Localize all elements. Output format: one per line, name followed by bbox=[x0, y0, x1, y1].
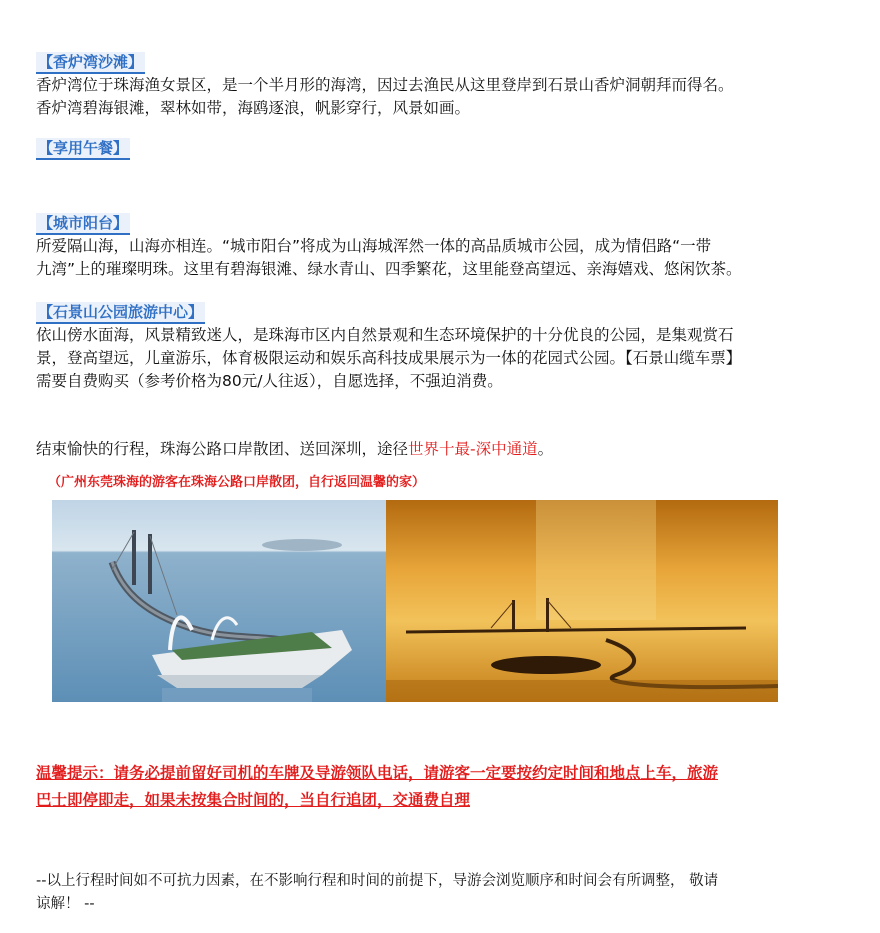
bridge-sunset-photo bbox=[386, 500, 778, 702]
warning-line: 巴士即停即走，如果未按集合时间的，当自行追团，交通费自理 bbox=[36, 791, 471, 809]
footer-line: --以上行程时间如不可抗力因素，在不影响行程和时间的前提下，导游会浏览顺序和时间会有所调整， 敬请 bbox=[36, 873, 719, 889]
text-line: 需要自费购买（参考价格为80元/人往返），自愿选择，不强迫消费。 bbox=[36, 372, 503, 390]
footer-disclaimer bbox=[36, 870, 796, 916]
ending-text-before: 结束愉快的行程，珠海公路口岸散团、送回深圳，途径 bbox=[36, 440, 409, 458]
section-heading-shijingshan-park: 【石景山公园旅游中心】 bbox=[36, 302, 205, 324]
warning-notice bbox=[36, 760, 826, 814]
text-line: 所爱隔山海，山海亦相连。“城市阳台”将成为山海城浑然一体的高品质城市公园，成为情侣路“一带 bbox=[36, 237, 712, 255]
section-heading-xianglu-bay: 【香炉湾沙滩】 bbox=[36, 52, 145, 74]
ending-text-after: 。 bbox=[537, 440, 554, 458]
section-text-xianglu-bay bbox=[36, 74, 846, 120]
bridge-island-day-photo bbox=[52, 500, 388, 702]
footer-line: 谅解！ -- bbox=[36, 896, 95, 912]
text-line: 香炉湾碧海银滩，翠林如带，海鸥逐浪，帆影穿行，风景如画。 bbox=[36, 99, 471, 117]
text-line: 景，登高望远，儿童游乐，体育极限运动和娱乐高科技成果展示为一体的花园式公园。【石景山缆车票】 bbox=[36, 349, 742, 367]
ending-text bbox=[36, 438, 846, 461]
text-line: 九湾”上的璀璨明珠。这里有碧海银滩、绿水青山、四季繁花，这里能登高望远、亲海嬉戏、悠闲饮茶。 bbox=[36, 260, 742, 278]
section-text-shijingshan-park bbox=[36, 324, 846, 393]
warning-line: 温馨提示：请务必提前留好司机的车牌及导游领队电话，请游客一定要按约定时间和地点上车，旅游 bbox=[36, 764, 719, 782]
ending-highlight: 世界十最-深中通道 bbox=[408, 440, 538, 458]
section-text-city-balcony bbox=[36, 235, 846, 281]
section-heading-city-balcony: 【城市阳台】 bbox=[36, 213, 130, 235]
section-heading-lunch: 【享用午餐】 bbox=[36, 138, 130, 160]
dispersal-note: （广州东莞珠海的游客在珠海公路口岸散团，自行返回温馨的家） bbox=[48, 475, 426, 490]
text-line: 依山傍水面海，风景精致迷人，是珠海市区内自然景观和生态环境保护的十分优良的公园，是集观赏石 bbox=[36, 326, 734, 344]
text-line: 香炉湾位于珠海渔女景区，是一个半月形的海湾，因过去渔民从这里登岸到石景山香炉洞朝拜而得名。 bbox=[36, 76, 734, 94]
